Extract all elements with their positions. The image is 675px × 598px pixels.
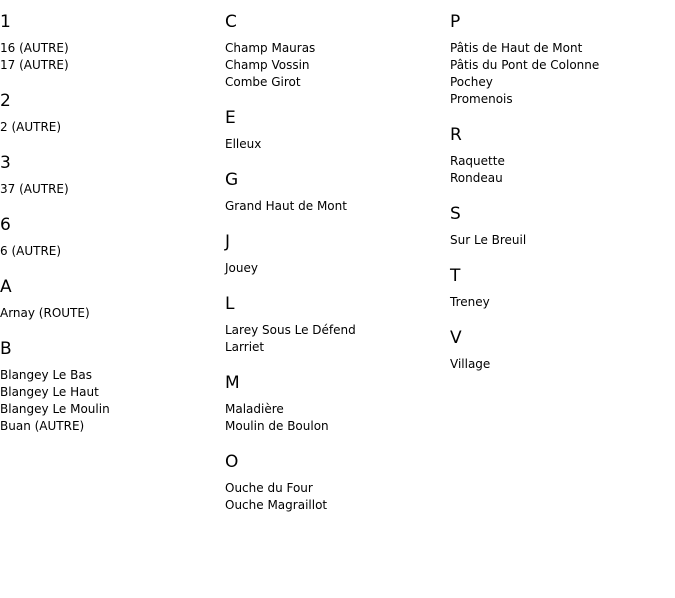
letter-heading: J (225, 232, 231, 252)
place-list (225, 40, 445, 91)
index-column-3 (450, 0, 670, 390)
place-name: 16 (AUTRE) (0, 41, 69, 55)
place-name: Arnay (ROUTE) (0, 306, 90, 320)
letter-heading: O (225, 452, 239, 472)
place-list (225, 401, 445, 435)
place-list (225, 198, 445, 215)
letter-group (0, 339, 220, 435)
place-name: Pochey (450, 75, 493, 89)
place-name: Ouche Magraillot (225, 498, 328, 512)
letter-heading: 3 (0, 153, 11, 173)
letter-heading: S (450, 204, 461, 224)
place-name: Pâtis du Pont de Colonne (450, 58, 600, 72)
index-column-2 (225, 0, 445, 531)
place-list (0, 119, 220, 136)
letter-group (225, 170, 445, 215)
letter-group (0, 215, 220, 260)
letter-heading: 6 (0, 215, 11, 235)
place-list (450, 153, 670, 187)
place-name: 2 (AUTRE) (0, 120, 62, 134)
place-name: 6 (AUTRE) (0, 244, 62, 258)
place-list (225, 480, 445, 514)
letter-group (450, 328, 670, 373)
letter-group (225, 232, 445, 277)
place-list (225, 322, 445, 356)
letter-group (450, 12, 670, 108)
place-name: Elleux (225, 137, 262, 151)
place-name: Treney (450, 295, 490, 309)
letter-heading: V (450, 328, 462, 348)
letter-group (450, 266, 670, 311)
place-list (450, 356, 670, 373)
place-name: Blangey Le Moulin (0, 402, 110, 416)
place-list (0, 181, 220, 198)
place-name: Champ Vossin (225, 58, 310, 72)
place-list (450, 232, 670, 249)
letter-heading: T (450, 266, 461, 286)
letter-heading: B (0, 339, 12, 359)
place-name: Moulin de Boulon (225, 419, 329, 433)
place-name: Larriet (225, 340, 265, 354)
place-list (450, 40, 670, 108)
letter-group (0, 12, 220, 74)
place-name: 37 (AUTRE) (0, 182, 69, 196)
place-name: Grand Haut de Mont (225, 199, 347, 213)
place-name: Ouche du Four (225, 481, 313, 495)
letter-heading: A (0, 277, 12, 297)
letter-heading: M (225, 373, 240, 393)
letter-heading: R (450, 125, 462, 145)
letter-heading: 1 (0, 12, 11, 32)
place-name: Promenois (450, 92, 513, 106)
letter-group (0, 277, 220, 322)
place-name: Village (450, 357, 491, 371)
letter-heading: P (450, 12, 461, 32)
letter-group (450, 204, 670, 249)
place-name: Sur Le Breuil (450, 233, 527, 247)
place-name: Combe Girot (225, 75, 301, 89)
place-list (450, 294, 670, 311)
place-list (225, 136, 445, 153)
letter-group (450, 125, 670, 187)
place-name: Buan (AUTRE) (0, 419, 85, 433)
letter-group (0, 91, 220, 136)
place-name: Blangey Le Haut (0, 385, 99, 399)
index-column-1 (0, 0, 220, 452)
letter-heading: E (225, 108, 236, 128)
place-list (0, 40, 220, 74)
place-name: Jouey (225, 261, 258, 275)
place-list (0, 305, 220, 322)
letter-group (225, 108, 445, 153)
place-name: 17 (AUTRE) (0, 58, 69, 72)
place-list (225, 260, 445, 277)
letter-heading: G (225, 170, 239, 190)
letter-group (0, 153, 220, 198)
place-name: Blangey Le Bas (0, 368, 92, 382)
place-name: Larey Sous Le Défend (225, 323, 356, 337)
letter-heading: 2 (0, 91, 11, 111)
letter-heading: C (225, 12, 237, 32)
letter-group (225, 452, 445, 514)
place-name: Champ Mauras (225, 41, 316, 55)
letter-group (225, 12, 445, 91)
letter-group (225, 373, 445, 435)
letter-heading: L (225, 294, 235, 314)
place-name: Maladière (225, 402, 284, 416)
place-name: Raquette (450, 154, 505, 168)
letter-group (225, 294, 445, 356)
place-list (0, 367, 220, 435)
place-name: Rondeau (450, 171, 503, 185)
place-name: Pâtis de Haut de Mont (450, 41, 583, 55)
place-list (0, 243, 220, 260)
